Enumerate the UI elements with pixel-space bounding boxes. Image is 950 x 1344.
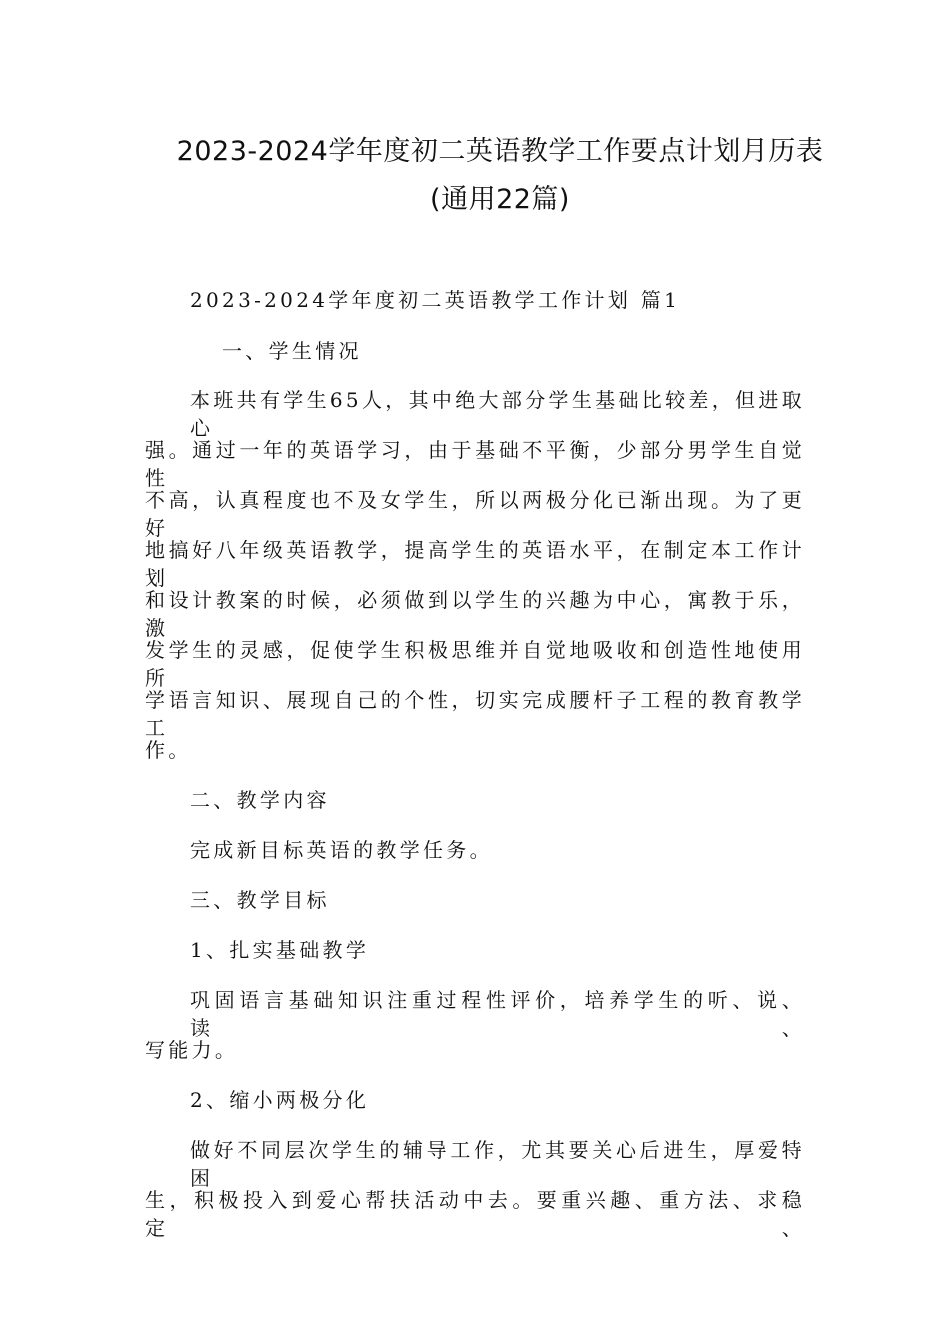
document-subtitle: (通用22篇)	[430, 184, 570, 215]
subheading-polarization: 2、缩小两极分化	[190, 1088, 370, 1112]
heading-teaching-content: 二、教学内容	[190, 788, 330, 812]
paragraph-line: 作。	[145, 738, 192, 762]
paragraph-line: 写能力。	[145, 1038, 239, 1062]
paragraph-line: 地搞好八年级英语教学，提高学生的英语水平，在制定本工作计划	[145, 538, 805, 590]
paragraph-line: 本班共有学生65人，其中绝大部分学生基础比较差，但进取心	[190, 388, 805, 440]
subheading-basics: 1、扎实基础教学	[190, 938, 370, 962]
heading-teaching-goals: 三、教学目标	[190, 888, 330, 912]
paragraph-line: 强。通过一年的英语学习，由于基础不平衡，少部分男学生自觉性	[145, 438, 805, 490]
paragraph-line: 学语言知识、展现自己的个性，切实完成腰杆子工程的教育教学工	[145, 688, 805, 740]
paragraph-line: 发学生的灵感，促使学生积极思维并自觉地吸收和创造性地使用所	[145, 638, 805, 690]
paragraph-line: 和设计教案的时候，必须做到以学生的兴趣为中心，寓教于乐，激	[145, 588, 805, 640]
document-title: 2023-2024学年度初二英语教学工作要点计划月历表	[176, 136, 824, 167]
paragraph-line: 完成新目标英语的教学任务。	[190, 838, 493, 862]
heading-student-situation: 一、学生情况	[222, 339, 362, 363]
paragraph-line: 不高，认真程度也不及女学生，所以两极分化已渐出现。为了更好	[145, 488, 805, 540]
paragraph-line: 生，积极投入到爱心帮扶活动中去。要重兴趣、重方法、求稳定、	[145, 1188, 805, 1240]
section-heading: 2023-2024学年度初二英语教学工作计划 篇1	[190, 288, 681, 312]
paragraph-line: 做好不同层次学生的辅导工作，尤其要关心后进生，厚爱特困	[190, 1138, 805, 1190]
paragraph-line: 巩固语言基础知识注重过程性评价，培养学生的听、说、读、	[190, 988, 805, 1040]
